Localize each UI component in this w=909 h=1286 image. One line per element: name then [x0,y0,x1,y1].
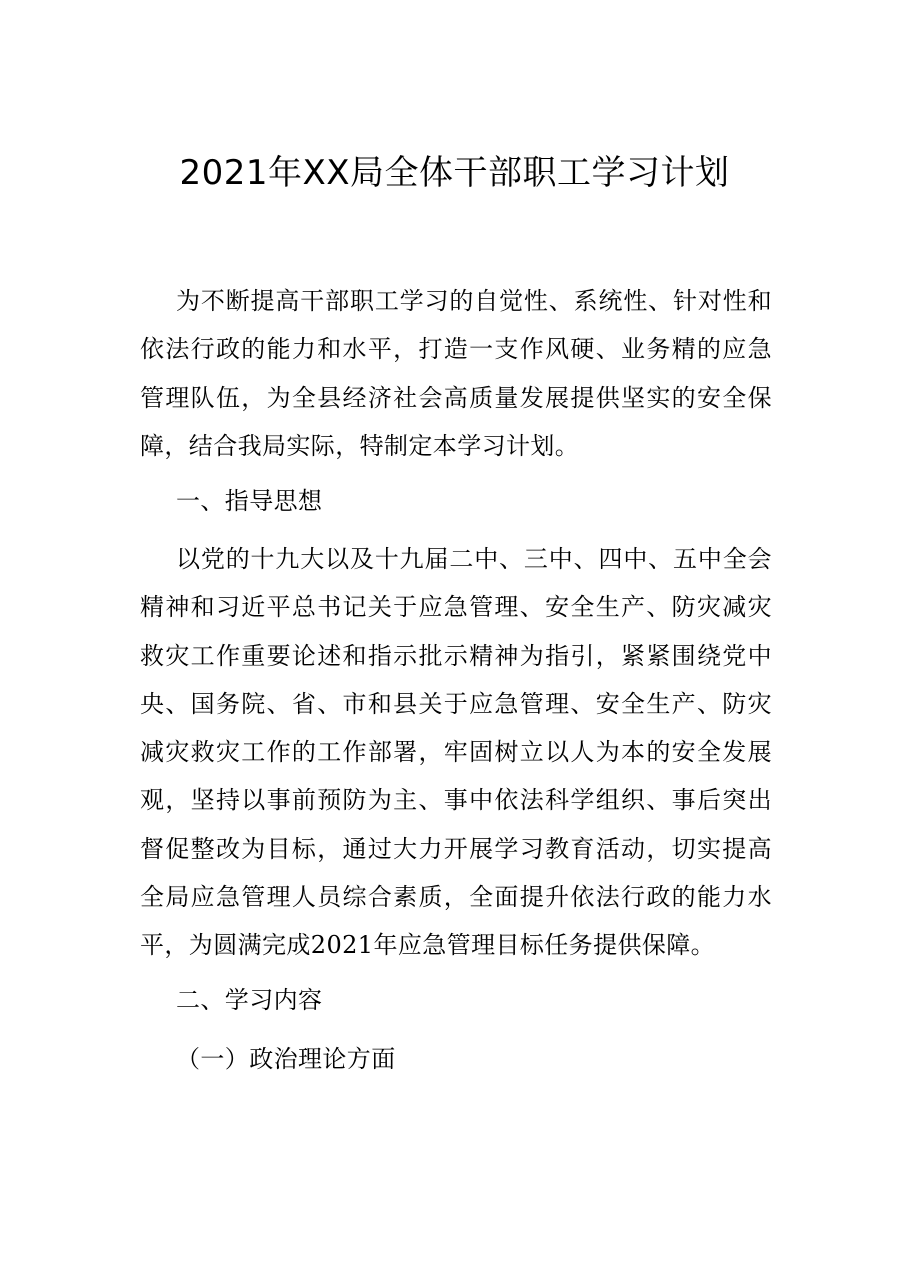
subsection-heading-political-theory: （一）政治理论方面 [176,1045,396,1073]
intro-paragraph: 为不断提高干部职工学习的自觉性、系统性、针对性和依法行政的能力和水平，打造一支作风硬、业务精的应急管理队伍，为全县经济社会高质量发展提供坚实的安全保障，结合我局实际，特制定本学习计划。 [140,287,772,460]
guiding-ideology-paragraph: 以党的十九大以及十九届二中、三中、四中、五中全会精神和习近平总书记关于应急管理、安全生产、防灾减灾救灾工作重要论述和指示批示精神为指引，紧紧围绕党中央、国务院、省、市和县关于应急管理、安全生产、防灾减灾救灾工作的工作部署，牢固树立以人为本的安全发展观，坚持以事前预防为主、事中依法科学组织、事后突出督促整改为目标，通过大力开展学习教育活动，切实提高全局应急管理人员综合素质，全面提升依法行政的能力水平，为圆满完成2021年应急管理目标任务提供保障。 [140,545,772,960]
document-title: 2021年XX局全体干部职工学习计划 [179,153,730,193]
section-heading-study-content: 二、学习内容 [176,986,323,1014]
section-heading-guiding-ideology: 一、指导思想 [176,487,323,515]
